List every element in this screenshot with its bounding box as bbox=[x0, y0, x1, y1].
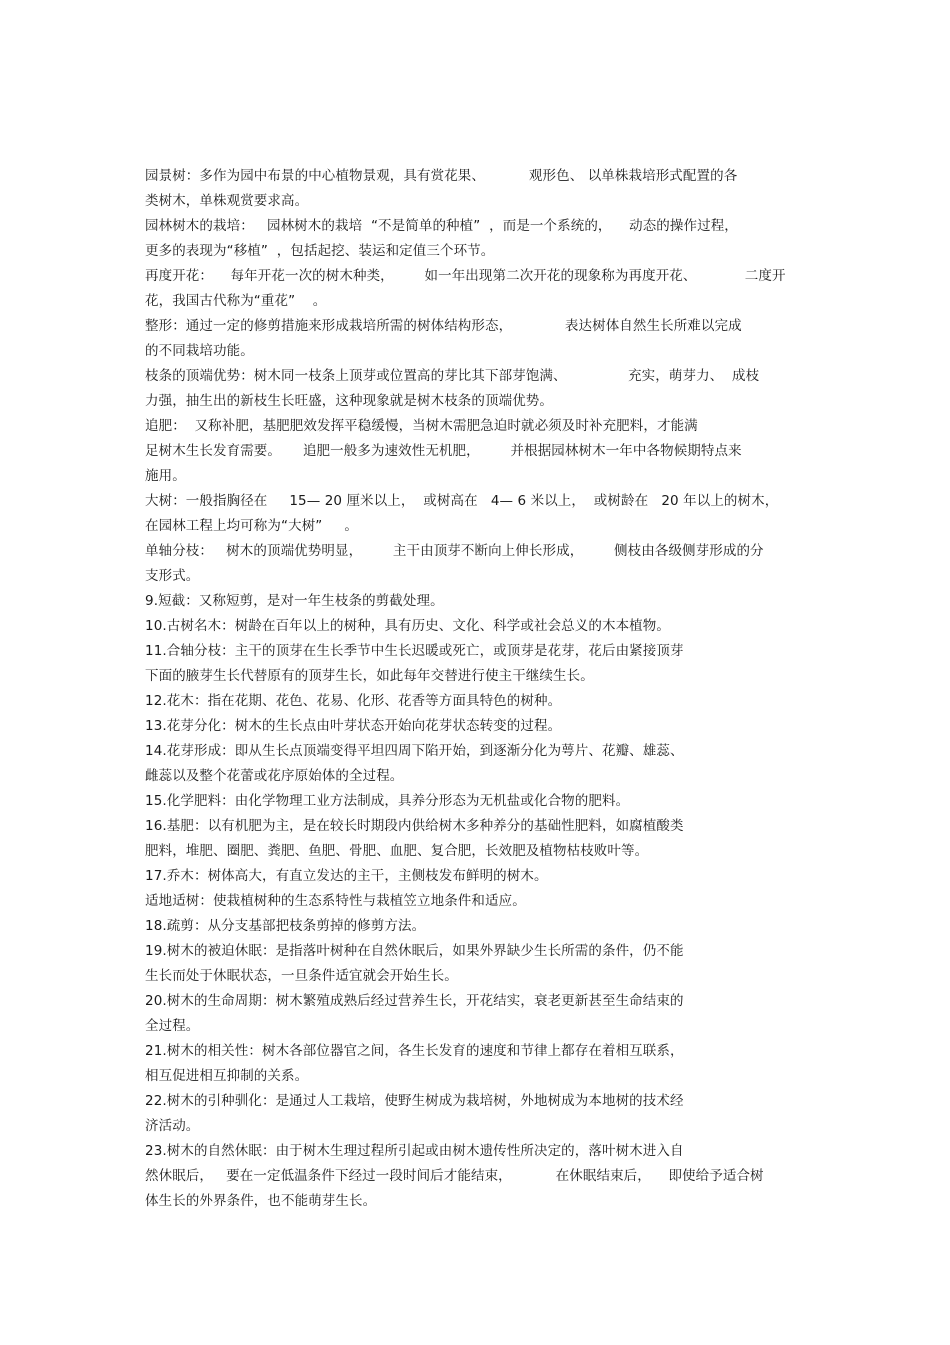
text-line: 雌蕊以及整个花蕾或花序原始体的全过程。 bbox=[145, 768, 404, 784]
text-line: 在园林工程上均可称为“大树” 。 bbox=[145, 518, 358, 534]
text-line: 力强，抽生出的新枝生长旺盛，这种现象就是树木枝条的顶端优势。 bbox=[145, 393, 553, 409]
text-line: 12.花木：指在花期、花色、花易、化形、花香等方面具特色的树种。 bbox=[145, 693, 562, 709]
text-line: 下面的腋芽生长代替原有的顶芽生长，如此每年交替进行使主干继续生长。 bbox=[145, 668, 594, 684]
text-line: 再度开花： 每年开花一次的树木种类， 如一年出现第二次开花的现象称为再度开花、 二度开 bbox=[145, 268, 786, 284]
text-line: 22.树木的引种驯化：是通过人工栽培，使野生树成为栽培树，外地树成为本地树的技术经 bbox=[145, 1093, 684, 1109]
text-line: 21.树木的相关性：树木各部位器官之间，各生长发育的速度和节律上都存在着相互联系， bbox=[145, 1043, 684, 1059]
text-line: 体生长的外界条件，也不能萌芽生长。 bbox=[145, 1193, 377, 1209]
text-line: 大树：一般指胸径在 15— 20 厘米以上， 或树高在 4— 6 米以上， 或树龄在 20 年以上的树木， bbox=[145, 493, 779, 509]
text-line: 17.乔木：树体高大，有直立发达的主干，主侧枝发布鲜明的树木。 bbox=[145, 868, 548, 884]
text-line: 23.树木的自然休眠：由于树木生理过程所引起或由树木遗传性所决定的，落叶树木进入自 bbox=[145, 1143, 684, 1159]
text-line: 适地适树：使栽植树种的生态系特性与栽植笠立地条件和适应。 bbox=[145, 893, 526, 909]
text-line: 单轴分枝： 树木的顶端优势明显， 主干由顶芽不断向上伸长形成， 侧枝由各级侧芽形成的分 bbox=[145, 543, 764, 559]
text-line: 9.短截：又称短剪，是对一年生枝条的剪截处理。 bbox=[145, 593, 444, 609]
text-line: 类树木，单株观赏要求高。 bbox=[145, 193, 309, 209]
text-line: 园林树木的栽培： 园林树木的栽培 “不是简单的种植” ，而是一个系统的， 动态的操作过程， bbox=[145, 218, 738, 234]
text-line: 足树木生长发育需要。 追肥一般多为速效性无机肥， 并根据园林树木一年中各物候期特点来 bbox=[145, 443, 742, 459]
text-line: 追肥： 又称补肥，基肥肥效发挥平稳缓慢，当树木需肥急迫时就必须及时补充肥料，才能满 bbox=[145, 418, 698, 434]
text-line: 花，我国古代称为“重花” 。 bbox=[145, 293, 327, 309]
text-line: 更多的表现为“移植” ，包括起挖、装运和定值三个环节。 bbox=[145, 243, 495, 259]
text-line: 生长而处于休眠状态，一旦条件适宜就会开始生长。 bbox=[145, 968, 458, 984]
text-line: 相互促进相互抑制的关系。 bbox=[145, 1068, 309, 1084]
text-line: 14.花芽形成：即从生长点顶端变得平坦四周下陷开始，到逐渐分化为萼片、花瓣、雄蕊、 bbox=[145, 743, 684, 759]
text-line: 19.树木的被迫休眠：是指落叶树种在自然休眠后，如果外界缺少生长所需的条件，仍不能 bbox=[145, 943, 684, 959]
text-line: 然休眠后， 要在一定低温条件下经过一段时间后才能结束， 在休眠结束后， 即使给予适合树 bbox=[145, 1168, 764, 1184]
text-line: 20.树木的生命周期：树木繁殖成熟后经过营养生长，开花结实，衰老更新甚至生命结束的 bbox=[145, 993, 684, 1009]
text-line: 全过程。 bbox=[145, 1018, 200, 1034]
text-line: 的不同栽培功能。 bbox=[145, 343, 254, 359]
text-line: 施用。 bbox=[145, 468, 186, 484]
text-line: 济活动。 bbox=[145, 1118, 200, 1134]
text-line: 支形式。 bbox=[145, 568, 200, 584]
text-line: 15.化学肥料：由化学物理工业方法制成，具养分形态为无机盐或化合物的肥料。 bbox=[145, 793, 630, 809]
text-line: 11.合轴分枝：主干的顶芽在生长季节中生长迟暖或死亡，或顶芽是花芽，花后由紧接顶芽 bbox=[145, 643, 684, 659]
text-line: 枝条的顶端优势：树木同一枝条上顶芽或位置高的芽比其下部芽饱满、 充实，萌芽力、 成枝 bbox=[145, 368, 760, 384]
text-line: 肥料，堆肥、圈肥、粪肥、鱼肥、骨肥、血肥、复合肥，长效肥及植物枯枝败叶等。 bbox=[145, 843, 649, 859]
text-line: 10.古树名木：树龄在百年以上的树种，具有历史、文化、科学或社会总义的木本植物。 bbox=[145, 618, 670, 634]
text-line: 13.花芽分化：树木的生长点由叶芽状态开始向花芽状态转变的过程。 bbox=[145, 718, 562, 734]
text-line: 园景树：多作为园中布景的中心植物景观，具有赏花果、 观形色、 以单株栽培形式配置的各 bbox=[145, 168, 738, 184]
text-line: 18.疏剪：从分支基部把枝条剪掉的修剪方法。 bbox=[145, 918, 426, 934]
text-line: 整形：通过一定的修剪措施来形成栽培所需的树体结构形态， 表达树体自然生长所难以完成 bbox=[145, 318, 742, 334]
text-line: 16.基肥：以有机肥为主，是在较长时期段内供给树木多种养分的基础性肥料，如腐植酸类 bbox=[145, 818, 684, 834]
